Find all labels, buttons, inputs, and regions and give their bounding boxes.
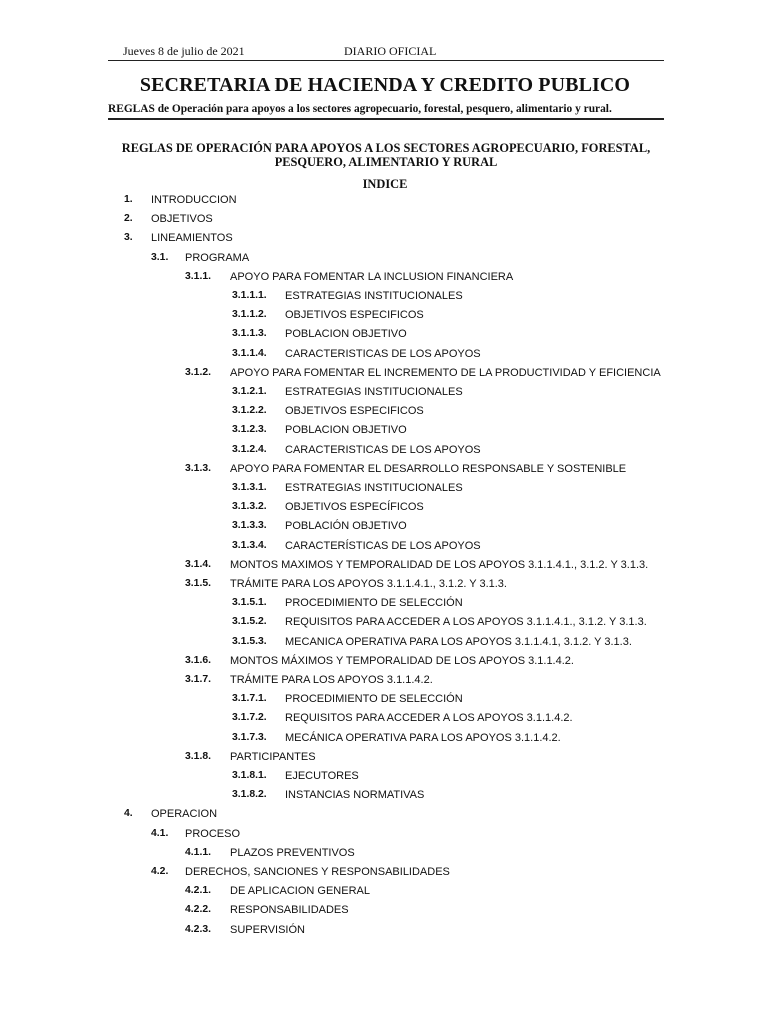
toc-entry-number: 3.1.2.2.: [232, 405, 267, 417]
toc-entry-number: 3.1.3.1.: [232, 482, 267, 493]
toc-entry-label: PROCEDIMIENTO DE SELECCIÓN: [285, 597, 463, 610]
toc-entry-number: 3.1.6.: [185, 654, 211, 666]
index-heading: INDICE: [362, 177, 408, 191]
toc-entry-label: SUPERVISIÓN: [230, 923, 305, 936]
toc-entry-number: 3.1.: [151, 251, 169, 263]
toc-entry-number: 3.1.5.: [185, 578, 211, 589]
toc-entry-label: OBJETIVOS: [151, 213, 213, 226]
section-subtitle: REGLAS de Operación para apoyos a los sectores agropecuario, forestal, pesquero, alimentario y rural.: [108, 103, 612, 115]
toc-entry-number: 4.2.1.: [185, 885, 211, 897]
header-date: Jueves 8 de julio de 2021: [123, 44, 245, 58]
toc-entry-number: 3.1.7.2.: [232, 712, 267, 724]
toc-entry-label: CARACTERISTICAS DE LOS APOYOS: [285, 347, 481, 360]
toc-entry-label: RESPONSABILIDADES: [230, 904, 349, 917]
toc-entry-label: POBLACION OBJETIVO: [285, 424, 407, 437]
toc-entry-number: 4.1.1.: [185, 846, 211, 858]
toc-entry-number: 3.1.7.1.: [232, 693, 267, 705]
toc-entry-label: ESTRATEGIAS INSTITUCIONALES: [285, 290, 463, 302]
toc-entry-label: TRÁMITE PARA LOS APOYOS 3.1.1.4.2.: [230, 674, 433, 686]
toc-entry-label: PROCEDIMIENTO DE SELECCIÓN: [285, 693, 463, 706]
toc-entry-number: 3.1.1.4.: [232, 347, 267, 359]
toc-entry-number: 3.1.3.: [185, 462, 211, 474]
toc-entry-number: 3.1.7.3.: [232, 731, 267, 743]
toc-entry-number: 3.1.5.3.: [232, 635, 267, 647]
toc-entry-label: MONTOS MÁXIMOS Y TEMPORALIDAD DE LOS APOYOS 3.1.1.4.2.: [230, 654, 574, 667]
toc-entry-label: REQUISITOS PARA ACCEDER A LOS APOYOS 3.1.1.4.2.: [285, 712, 573, 725]
document-title-line-1: REGLAS DE OPERACIÓN PARA APOYOS A LOS SECTORES AGROPECUARIO, FORESTAL,: [121, 141, 651, 155]
toc-entry-label: DERECHOS, SANCIONES Y RESPONSABILIDADES: [185, 866, 450, 878]
toc-entry-label: POBLACION OBJETIVO: [285, 328, 407, 341]
toc-entry-number: 4.2.2.: [185, 904, 211, 916]
document-title-line-2: PESQUERO, ALIMENTARIO Y RURAL: [274, 155, 498, 169]
toc-entry-number: 3.1.5.2.: [232, 616, 267, 628]
toc-entry-label: OBJETIVOS ESPECIFICOS: [285, 309, 424, 322]
toc-entry-label: PROCESO: [185, 827, 241, 840]
toc-entry-number: 3.1.7.: [185, 674, 211, 685]
toc-entry-label: REQUISITOS PARA ACCEDER A LOS APOYOS 3.1.1.4.1., 3.1.2. Y 3.1.3.: [285, 616, 647, 629]
toc-entry-number: 3.1.4.: [185, 558, 211, 570]
toc-entry-number: 4.: [124, 808, 133, 820]
header-newspaper-name: DIARIO OFICIAL: [344, 44, 437, 58]
toc-entry-number: 3.1.1.2.: [232, 309, 267, 321]
toc-entry-number: 3.1.8.2.: [232, 789, 267, 801]
toc-entry-label: PLAZOS PREVENTIVOS: [230, 846, 355, 859]
toc-entry-number: 3.1.2.3.: [232, 424, 267, 436]
toc-entry-label: PROGRAMA: [185, 251, 250, 264]
toc-entry-number: 3.: [124, 232, 133, 244]
toc-entry-label: ESTRATEGIAS INSTITUCIONALES: [285, 482, 463, 494]
toc-entry-number: 3.1.8.1.: [232, 770, 267, 781]
toc-entry-label: OBJETIVOS ESPECÍFICOS: [285, 501, 424, 514]
toc-entry-label: EJECUTORES: [285, 770, 359, 782]
toc-entry-number: 3.1.2.: [185, 366, 211, 378]
toc-entry-label: LINEAMIENTOS: [151, 232, 233, 245]
toc-entry-number: 3.1.3.2.: [232, 501, 267, 513]
toc-entry-label: CARACTERÍSTICAS DE LOS APOYOS: [285, 539, 481, 552]
toc-entry-label: APOYO PARA FOMENTAR LA INCLUSION FINANCIERA: [230, 270, 514, 283]
toc-entry-label: INTRODUCCION: [151, 194, 237, 206]
toc-entry-label: OPERACION: [151, 808, 218, 821]
toc-entry-label: APOYO PARA FOMENTAR EL DESARROLLO RESPONSABLE Y SOSTENIBLE: [230, 462, 627, 475]
toc-entry-label: TRÁMITE PARA LOS APOYOS 3.1.1.4.1., 3.1.2. Y 3.1.3.: [230, 578, 507, 590]
toc-entry-label: PARTICIPANTES: [230, 750, 316, 763]
toc-entry-label: DE APLICACION GENERAL: [230, 885, 370, 898]
toc-entry-number: 3.1.2.1.: [232, 386, 267, 397]
toc-entry-label: APOYO PARA FOMENTAR EL INCREMENTO DE LA PRODUCTIVIDAD Y EFICIENCIA: [230, 366, 661, 379]
toc-entry-label: INSTANCIAS NORMATIVAS: [285, 789, 425, 802]
section-title: SECRETARIA DE HACIENDA Y CREDITO PUBLICO: [139, 74, 631, 96]
toc-entry-number: 3.1.8.: [185, 750, 211, 762]
toc-entry-number: 1.: [124, 194, 133, 205]
toc-entry-number: 3.1.1.3.: [232, 328, 267, 340]
toc-entry-label: ESTRATEGIAS INSTITUCIONALES: [285, 386, 463, 398]
toc-entry-number: 3.1.3.3.: [232, 520, 267, 532]
toc-entry-number: 3.1.2.4.: [232, 443, 267, 455]
toc-entry-number: 4.2.3.: [185, 923, 211, 935]
toc-entry-number: 4.2.: [151, 866, 169, 877]
toc-entry-number: 3.1.1.: [185, 270, 211, 282]
toc-entry-label: MECÁNICA OPERATIVA PARA LOS APOYOS 3.1.1.4.2.: [285, 731, 561, 744]
toc-entry-number: 3.1.1.1.: [232, 290, 267, 301]
toc-entry-number: 4.1.: [151, 827, 169, 839]
toc-entry-label: MECANICA OPERATIVA PARA LOS APOYOS 3.1.1.4.1, 3.1.2. Y 3.1.3.: [285, 635, 632, 648]
toc-entry-label: POBLACIÓN OBJETIVO: [285, 520, 407, 533]
toc-entry-label: OBJETIVOS ESPECIFICOS: [285, 405, 424, 418]
toc-entry-number: 3.1.3.4.: [232, 539, 267, 551]
toc-entry-label: CARACTERISTICAS DE LOS APOYOS: [285, 443, 481, 456]
toc-entry-number: 2.: [124, 213, 133, 225]
toc-entry-label: MONTOS MAXIMOS Y TEMPORALIDAD DE LOS APOYOS 3.1.1.4.1., 3.1.2. Y 3.1.3.: [230, 558, 649, 571]
toc-entry-number: 3.1.5.1.: [232, 597, 267, 609]
